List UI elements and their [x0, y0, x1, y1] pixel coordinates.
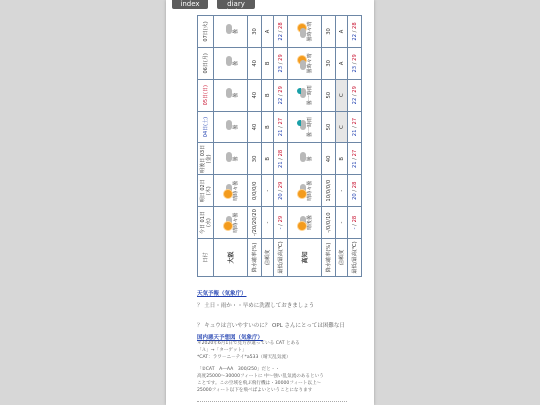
- temp-cell: 23 / 29: [274, 47, 288, 79]
- weather-text: 晴時々曇: [306, 180, 313, 201]
- temp-max: 29: [351, 86, 358, 93]
- weather-text: 曇時々晴: [306, 53, 313, 74]
- temp-max: 29: [351, 54, 358, 61]
- day-header: 06日(月): [198, 47, 214, 79]
- weather-cell: [288, 175, 322, 207]
- rain-cell: 0/0/0/0: [248, 175, 262, 207]
- trust-cell: -: [336, 175, 348, 207]
- turbulence-note-5: 高度25000〜30000フィートに 中〜強い乱気流のあるという: [197, 374, 324, 379]
- turbulence-note-2: 「Ａ」→「ターゲット」: [197, 348, 247, 353]
- day-header: 07日(火): [198, 16, 214, 48]
- weather-text: 曇: [232, 60, 239, 66]
- temp-max: 27: [277, 117, 284, 125]
- index-button[interactable]: index: [172, 0, 208, 9]
- weather-cell: [214, 79, 248, 111]
- rain-cell: 50: [322, 111, 336, 143]
- rain-cell: 40: [322, 143, 336, 175]
- note-line-2: ？ キュウは言いやすいのに？ OPL さんにとっては困難な日: [197, 323, 345, 329]
- temp-max: 28: [351, 181, 358, 189]
- trust-cell: -: [262, 175, 274, 207]
- bottom-divider: [197, 401, 347, 402]
- turbulence-note-1: ＊2020年6月1日で見方が違っている CAT とある: [197, 341, 300, 346]
- day-header: 04日(土): [198, 111, 214, 143]
- cloud-sun-icon: [297, 24, 307, 38]
- trust-cell: -: [336, 207, 348, 239]
- temp-cell: 21 / 27: [274, 111, 288, 143]
- temp-cell: 22 / 29: [274, 79, 288, 111]
- weather-cell: [214, 16, 248, 48]
- temp-min: 22: [351, 97, 358, 105]
- weather-cell: [214, 47, 248, 79]
- weather-text: 曇一時雨: [306, 85, 313, 106]
- temp-cell: 22 / 29: [348, 79, 362, 111]
- day-header: 今日 01日(水): [198, 207, 214, 239]
- temp-max: 29: [277, 181, 284, 189]
- weather-text: 曇時々晴: [306, 21, 313, 42]
- weather-cell: [214, 175, 248, 207]
- cloud-icon: [223, 88, 233, 102]
- trust-cell: B: [336, 143, 348, 175]
- temp-max: 29: [277, 86, 284, 93]
- temp-min: 22: [351, 34, 358, 41]
- weather-text: 曇: [232, 124, 239, 130]
- rain-cell: 10/0/0/0: [322, 175, 336, 207]
- weather-cell: [288, 207, 322, 239]
- temp-min: 22: [277, 97, 284, 105]
- weather-cell: [288, 79, 322, 111]
- rain-cell: 30: [322, 16, 336, 48]
- temp-cell: 22 / 28: [274, 16, 288, 48]
- temp-min: 21: [351, 129, 358, 137]
- trust-cell: B: [262, 111, 274, 143]
- forecast-table-wrapper: [197, 15, 358, 277]
- note-line-1: ？ 土日・雨か・・早めに洗濯しておきましょう: [197, 303, 315, 309]
- header-date: 日付: [198, 239, 214, 277]
- rain-cell: 30: [322, 47, 336, 79]
- weather-cell: [214, 207, 248, 239]
- temp-max: 27: [351, 117, 358, 125]
- weather-text: 曇: [306, 156, 313, 162]
- weather-text: 晴後曇: [306, 215, 313, 231]
- temp-min: 20: [351, 193, 358, 200]
- city-name: 高知: [288, 239, 322, 277]
- temp-label: 最低/最高(℃): [274, 239, 288, 277]
- cloud-rain-icon: [297, 120, 307, 134]
- rain-cell: 40: [248, 47, 262, 79]
- temp-cell: 20 / 29: [274, 175, 288, 207]
- weekly-forecast-table: [197, 15, 362, 277]
- cloud-sun-icon: [297, 56, 307, 70]
- day-header: 明日 02日(木): [198, 175, 214, 207]
- turbulence-note-4: 「②CAT A―AA 300/250」だと・・: [197, 367, 280, 372]
- temp-max: 28: [277, 22, 284, 29]
- temp-max: 29: [277, 215, 284, 223]
- forecast-link[interactable]: 天気予報（気象庁）: [197, 291, 247, 297]
- rain-cell: 40: [248, 79, 262, 111]
- temp-min: -: [351, 227, 358, 230]
- turbulence-link[interactable]: 国内悪天予想図（気象庁）: [197, 335, 264, 341]
- trust-cell: B: [262, 47, 274, 79]
- weather-text: 晴時々曇: [232, 212, 239, 233]
- trust-cell: A: [262, 16, 274, 48]
- temp-min: 22: [277, 34, 284, 41]
- turbulence-note-6: ことです。この空域を飛ぶ飛行機は・30000フィート以上～: [197, 381, 322, 386]
- temp-min: 23: [351, 65, 358, 73]
- trust-label: 信頼度: [262, 239, 274, 277]
- sun-cloud-icon: [297, 184, 307, 198]
- trust-cell: C: [336, 79, 348, 111]
- temp-cell: - / 28: [348, 207, 362, 239]
- temp-min: 23: [277, 65, 284, 73]
- sun-cloud-icon: [223, 184, 233, 198]
- weather-text: 曇一時雨: [306, 117, 313, 138]
- turbulence-note-7: 25000フィート以下を飛べばよいということになります: [197, 388, 313, 393]
- temp-min: 21: [277, 161, 284, 169]
- sun-cloud-icon: [297, 216, 307, 230]
- weather-text: 晴時々曇: [232, 180, 239, 201]
- cloud-icon: [297, 152, 307, 166]
- trust-cell: A: [336, 16, 348, 48]
- temp-min: -: [277, 227, 284, 230]
- rain-cell: 40: [248, 111, 262, 143]
- temp-min: 20: [277, 193, 284, 200]
- cloud-rain-icon: [297, 88, 307, 102]
- weather-cell: [288, 143, 322, 175]
- temp-min: 21: [277, 129, 284, 137]
- temp-cell: 21 / 27: [348, 111, 362, 143]
- temp-max: 28: [351, 22, 358, 29]
- temp-cell: 20 / 28: [348, 175, 362, 207]
- rain-cell: -/20/20/20: [248, 207, 262, 239]
- rain-cell: -/0/0/10: [322, 207, 336, 239]
- weather-cell: [288, 47, 322, 79]
- temp-cell: 21 / 27: [348, 143, 362, 175]
- rain-label: 降水確率(%): [248, 239, 262, 277]
- temp-cell: 21 / 28: [274, 143, 288, 175]
- temp-max: 29: [277, 54, 284, 61]
- rain-cell: 30: [248, 16, 262, 48]
- temp-cell: 22 / 28: [348, 16, 362, 48]
- cloud-icon: [223, 24, 233, 38]
- trust-cell: C: [336, 111, 348, 143]
- day-header: 05日(日): [198, 79, 214, 111]
- trust-cell: B: [262, 79, 274, 111]
- temp-cell: - / 29: [274, 207, 288, 239]
- rain-cell: 50: [322, 79, 336, 111]
- rain-cell: 30: [248, 143, 262, 175]
- trust-cell: A: [336, 47, 348, 79]
- weather-text: 曇: [232, 28, 239, 34]
- temp-max: 28: [277, 149, 284, 157]
- temp-max: 27: [351, 149, 358, 157]
- temp-max: 28: [351, 215, 358, 223]
- trust-label: 信頼度: [336, 239, 348, 277]
- day-header: 明後日 03日(金): [199, 144, 212, 173]
- weather-text: 曇: [232, 156, 239, 162]
- cloud-icon: [223, 120, 233, 134]
- turbulence-note-3: *CAT：ラワ－ニ－テイ*a533（晴天乱気流）: [197, 355, 291, 360]
- trust-cell: B: [262, 143, 274, 175]
- city-name: 大阪: [214, 239, 248, 277]
- temp-label: 最低/最高(℃): [348, 239, 362, 277]
- cloud-icon: [223, 152, 233, 166]
- weather-cell: [214, 111, 248, 143]
- rain-label: 降水確率(%): [322, 239, 336, 277]
- weather-text: 曇: [232, 92, 239, 98]
- sun-cloud-icon: [223, 216, 233, 230]
- cloud-icon: [223, 56, 233, 70]
- diary-index-button[interactable]: diary index: [217, 0, 255, 9]
- temp-min: 21: [351, 161, 358, 169]
- weather-cell: [214, 143, 248, 175]
- temp-cell: 23 / 29: [348, 47, 362, 79]
- weather-cell: [288, 111, 322, 143]
- weather-cell: [288, 16, 322, 48]
- trust-cell: -: [262, 207, 274, 239]
